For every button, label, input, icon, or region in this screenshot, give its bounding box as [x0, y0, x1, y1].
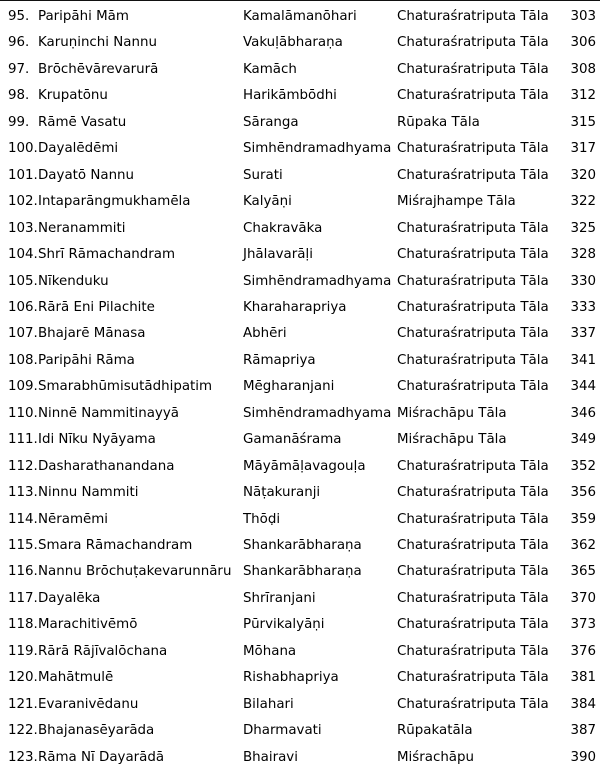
- entry-number: 95.: [8, 9, 30, 24]
- composition-title: Mahātmulē: [38, 670, 114, 686]
- composition-title: Intaparāngmukhamēla: [38, 194, 191, 210]
- tala-name: Chaturaśratriputa Tāla: [397, 538, 549, 553]
- tala-name: Chaturaśratriputa Tāla: [397, 458, 549, 474]
- tala-name: Rūpakatāla: [397, 723, 473, 739]
- composition-title: Rāma Nī Dayarādā: [38, 749, 165, 765]
- composition-title: Marachitivēmō: [38, 617, 138, 633]
- index-row: [0, 216, 600, 242]
- tala-name: Chaturaśratriputa Tāla: [397, 617, 549, 633]
- raga-name: Dharmavati: [243, 723, 322, 739]
- raga-name: Pūrvikalyāṇi: [243, 617, 325, 633]
- index-row: [0, 533, 600, 559]
- entry-number: 96.: [8, 35, 30, 51]
- composition-title: Nēramēmi: [38, 511, 109, 527]
- raga-name: Gamanāśrama: [243, 432, 342, 448]
- raga-name: Kamalāmanōhari: [243, 9, 357, 24]
- raga-name: Vakuḷābharaṇa: [243, 35, 343, 51]
- index-row: [0, 83, 600, 109]
- page-number: 337: [570, 326, 596, 342]
- entry-number: 112.: [8, 458, 38, 474]
- entry-number: 97.: [8, 61, 30, 77]
- page-number: 333: [570, 299, 596, 315]
- composition-title: Brōchēvārevarurā: [38, 61, 159, 77]
- raga-name: Kamāch: [243, 61, 297, 77]
- page-number: 330: [570, 273, 596, 289]
- entry-number: 113.: [8, 485, 38, 501]
- page-number: 376: [570, 643, 596, 659]
- page-number: 322: [570, 194, 596, 210]
- composition-title: Karuṇinchi Nannu: [38, 35, 157, 51]
- page-number: 356: [570, 485, 596, 501]
- index-row: [0, 559, 600, 585]
- tala-name: Miśrajhampe Tāla: [397, 194, 516, 210]
- raga-name: Bhairavi: [243, 749, 298, 765]
- raga-name: Shrīranjani: [243, 590, 316, 606]
- page-number: 390: [570, 749, 596, 765]
- page-number: 373: [570, 617, 596, 633]
- page-number: 362: [570, 538, 596, 553]
- raga-name: Simhēndramadhyama: [243, 273, 392, 289]
- raga-name: Bilahari: [243, 696, 294, 712]
- index-row: [0, 480, 600, 506]
- index-row: [0, 427, 600, 453]
- tala-name: Miśrachāpu: [397, 749, 475, 765]
- entry-number: 98.: [8, 88, 30, 104]
- raga-name: Surati: [243, 167, 283, 183]
- index-row: [0, 242, 600, 268]
- index-row: [0, 665, 600, 691]
- page-number: 312: [570, 88, 596, 104]
- raga-name: Kalyāṇi: [243, 194, 292, 210]
- tala-name: Chaturaśratriputa Tāla: [397, 696, 549, 712]
- tala-name: Chaturaśratriputa Tāla: [397, 326, 549, 342]
- page-number: 308: [570, 61, 596, 77]
- composition-title: Rāmē Vasatu: [38, 114, 127, 130]
- entry-number: 114.: [8, 511, 38, 527]
- page-number: 303: [570, 9, 596, 24]
- composition-title: Nannu Brōchuṭakevarunnāru: [38, 564, 232, 580]
- index-row: [0, 374, 600, 400]
- entry-number: 102.: [8, 194, 38, 210]
- composition-title: Smarabhūmisutādhipatim: [38, 379, 213, 395]
- tala-name: Chaturaśratriputa Tāla: [397, 220, 549, 236]
- tala-name: Chaturaśratriputa Tāla: [397, 670, 549, 686]
- entry-number: 121.: [8, 696, 38, 712]
- page-number: 344: [570, 379, 596, 395]
- composition-title: Rārā Rājīvalōchana: [38, 643, 168, 659]
- raga-name: Thōḍi: [243, 511, 281, 527]
- composition-title: Paripāhi Mām: [38, 9, 129, 24]
- raga-name: Rishabhapriya: [243, 670, 339, 686]
- entry-number: 99.: [8, 114, 30, 130]
- index-row: [0, 321, 600, 347]
- composition-title: Nīkenduku: [38, 273, 109, 289]
- entry-number: 100.: [8, 141, 38, 157]
- composition-title: Idi Nīku Nyāyama: [38, 432, 156, 448]
- entry-number: 101.: [8, 167, 38, 183]
- page-number: 306: [570, 35, 596, 51]
- index-row: [0, 110, 600, 136]
- index-row: [0, 586, 600, 612]
- composition-title: Neranammiti: [38, 220, 126, 236]
- tala-name: Chaturaśratriputa Tāla: [397, 511, 549, 527]
- entry-number: 115.: [8, 538, 38, 553]
- entry-number: 117.: [8, 590, 38, 606]
- top-rule: [0, 0, 600, 1]
- page-number: 320: [570, 167, 596, 183]
- page-number: 315: [570, 114, 596, 130]
- index-row: [0, 692, 600, 718]
- page-number: 346: [570, 405, 596, 421]
- page-number: 359: [570, 511, 596, 527]
- entry-number: 111.: [8, 432, 38, 448]
- page-number: 341: [570, 352, 596, 368]
- composition-title: Dayatō Nannu: [38, 167, 135, 183]
- page-number: 328: [570, 247, 596, 262]
- composition-title: Dasharathanandana: [38, 458, 175, 474]
- composition-title: Dayalēdēmi: [38, 141, 119, 157]
- entry-number: 107.: [8, 326, 38, 342]
- entry-number: 103.: [8, 220, 38, 236]
- tala-name: Chaturaśratriputa Tāla: [397, 379, 549, 395]
- tala-name: Miśrachāpu Tāla: [397, 405, 507, 421]
- tala-name: Chaturaśratriputa Tāla: [397, 643, 549, 659]
- composition-title: Bhajarē Mānasa: [38, 326, 146, 342]
- tala-name: Chaturaśratriputa Tāla: [397, 167, 549, 183]
- entry-number: 116.: [8, 564, 38, 580]
- index-row: [0, 30, 600, 56]
- entry-number: 105.: [8, 273, 38, 289]
- page-number: 387: [570, 723, 596, 739]
- raga-name: Sāranga: [243, 114, 299, 130]
- entry-number: 122.: [8, 723, 38, 739]
- index-row: [0, 507, 600, 533]
- composition-title: Ninnu Nammiti: [38, 485, 139, 501]
- entry-number: 120.: [8, 670, 38, 686]
- raga-name: Harikāmbōdhi: [243, 88, 337, 104]
- page-number: 370: [570, 590, 596, 606]
- index-row: [0, 612, 600, 638]
- index-row: [0, 401, 600, 427]
- entry-number: 118.: [8, 617, 38, 633]
- composition-title: Ninnē Nammitinayyā: [38, 405, 179, 421]
- index-row: [0, 57, 600, 83]
- entry-number: 123.: [8, 749, 38, 765]
- composition-title: Bhajanasēyarāda: [38, 723, 155, 739]
- index-row: [0, 454, 600, 480]
- index-row: [0, 136, 600, 162]
- raga-name: Shankarābharaṇa: [243, 564, 362, 580]
- tala-name: Chaturaśratriputa Tāla: [397, 485, 549, 501]
- entry-number: 119.: [8, 643, 38, 659]
- composition-title: Rārā Eni Pilachite: [38, 299, 155, 315]
- tala-name: Chaturaśratriputa Tāla: [397, 564, 549, 580]
- entry-number: 108.: [8, 352, 38, 368]
- raga-name: Jhālavarāḷi: [243, 247, 313, 262]
- index-row: [0, 639, 600, 665]
- index-row: [0, 295, 600, 321]
- raga-name: Kharaharapriya: [243, 299, 347, 315]
- tala-name: Chaturaśratriputa Tāla: [397, 88, 549, 104]
- page-number: 349: [570, 432, 596, 448]
- page-number: 325: [570, 220, 596, 236]
- tala-name: Rūpaka Tāla: [397, 114, 480, 130]
- page-number: 317: [570, 141, 596, 157]
- entry-number: 104.: [8, 247, 38, 262]
- tala-name: Chaturaśratriputa Tāla: [397, 35, 549, 51]
- raga-name: Simhēndramadhyama: [243, 141, 392, 157]
- raga-name: Nāṭakuranji: [243, 485, 321, 501]
- raga-name: Chakravāka: [243, 220, 323, 236]
- index-row: [0, 718, 600, 744]
- page-number: 365: [570, 564, 596, 580]
- entry-number: 109.: [8, 379, 38, 395]
- tala-name: Chaturaśratriputa Tāla: [397, 299, 549, 315]
- entry-number: 106.: [8, 299, 38, 315]
- index-row: [0, 189, 600, 215]
- tala-name: Miśrachāpu Tāla: [397, 432, 507, 448]
- page-number: 352: [570, 458, 596, 474]
- raga-name: Rāmapriya: [243, 352, 316, 368]
- raga-name: Mēgharanjani: [243, 379, 335, 395]
- composition-title: Krupatōnu: [38, 88, 108, 104]
- entry-number: 110.: [8, 405, 38, 421]
- tala-name: Chaturaśratriputa Tāla: [397, 9, 549, 24]
- tala-name: Chaturaśratriputa Tāla: [397, 61, 549, 77]
- tala-name: Chaturaśratriputa Tāla: [397, 590, 549, 606]
- composition-title: Dayalēka: [38, 590, 101, 606]
- tala-name: Chaturaśratriputa Tāla: [397, 352, 549, 368]
- raga-name: Simhēndramadhyama: [243, 405, 392, 421]
- page-number: 381: [570, 670, 596, 686]
- raga-name: Abhēri: [243, 326, 287, 342]
- raga-name: Māyāmāḷavagouḷa: [243, 458, 366, 474]
- index-row: [0, 163, 600, 189]
- index-row: [0, 745, 600, 771]
- raga-name: Shankarābharaṇa: [243, 538, 362, 553]
- tala-name: Chaturaśratriputa Tāla: [397, 247, 549, 262]
- page-number: 384: [570, 696, 596, 712]
- composition-title: Shrī Rāmachandram: [38, 247, 176, 262]
- index-row: [0, 269, 600, 295]
- composition-title: Smara Rāmachandram: [38, 538, 193, 553]
- tala-name: Chaturaśratriputa Tāla: [397, 141, 549, 157]
- composition-title: Paripāhi Rāma: [38, 352, 135, 368]
- raga-name: Mōhana: [243, 643, 297, 659]
- composition-title: Evaranivēdanu: [38, 696, 139, 712]
- tala-name: Chaturaśratriputa Tāla: [397, 273, 549, 289]
- index-row: [0, 4, 600, 30]
- index-row: [0, 348, 600, 374]
